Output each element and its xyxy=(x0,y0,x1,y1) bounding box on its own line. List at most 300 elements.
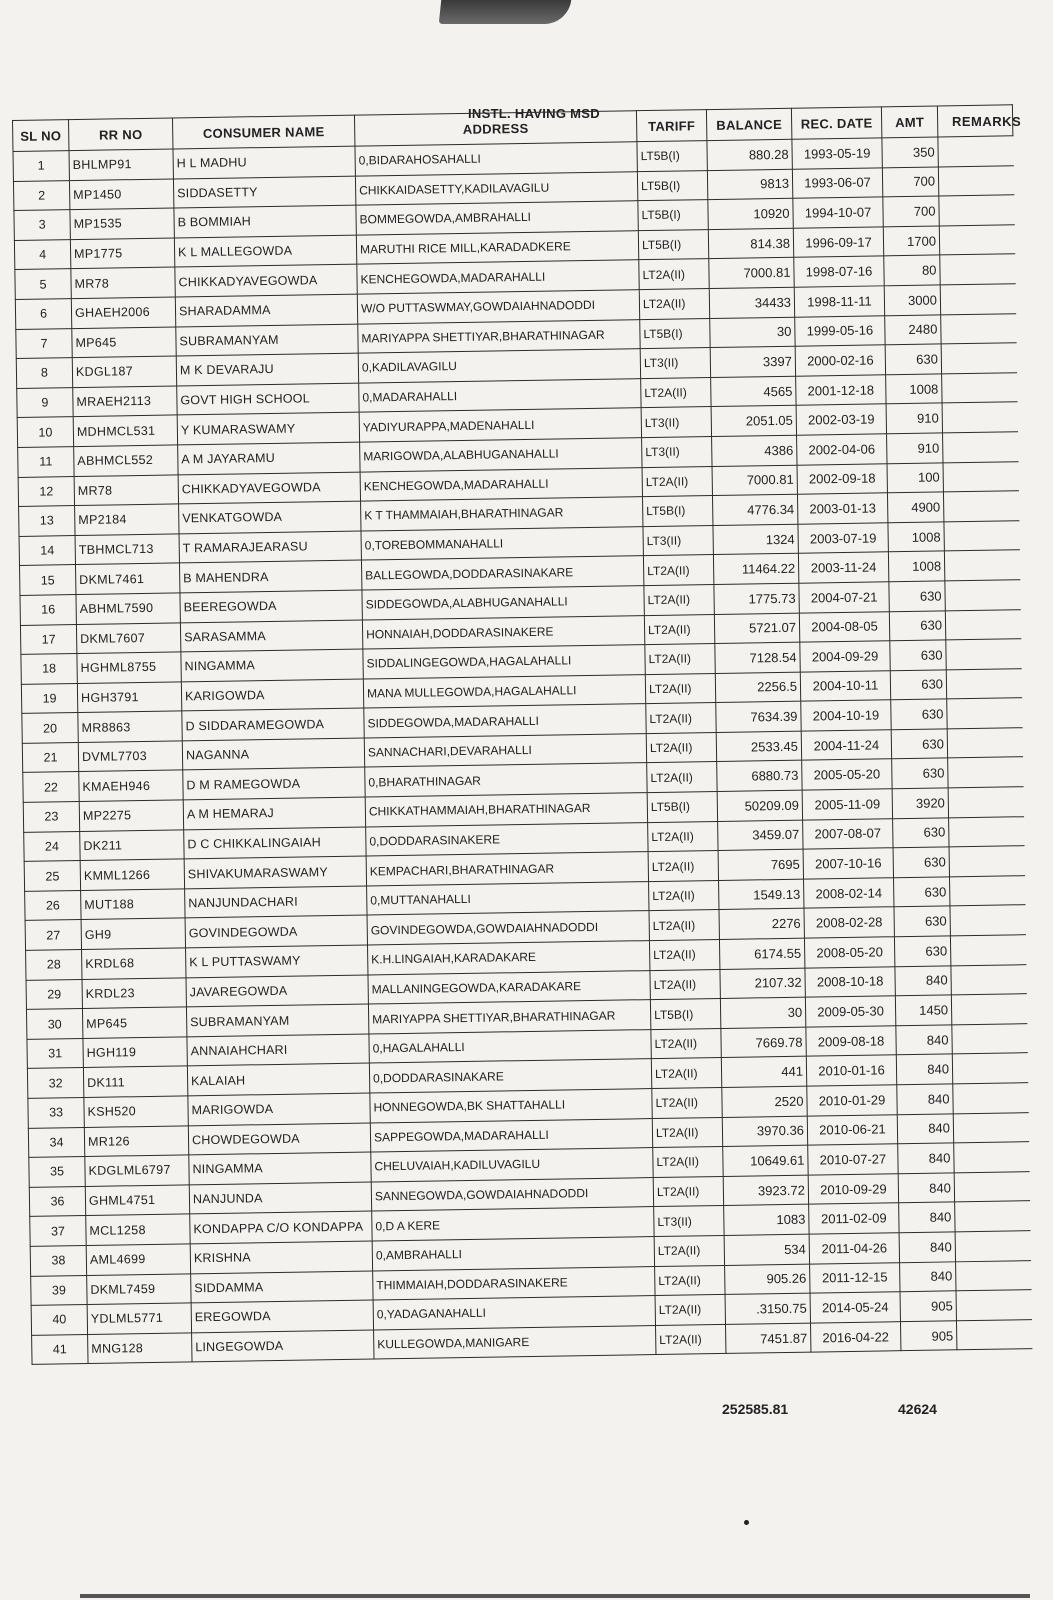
cell-rec-date: 2002-04-06 xyxy=(797,434,887,465)
cell-consumer-name: Y KUMARASWAMY xyxy=(177,412,359,444)
cell-balance: 7128.54 xyxy=(715,642,800,673)
cell-rec-date: 2004-11-24 xyxy=(801,730,891,761)
cell-address: CHIKKAIDASETTY,KADILAVAGILU xyxy=(355,171,637,205)
cell-balance: 1083 xyxy=(724,1204,809,1235)
header-consumer-name: CONSUMER NAME xyxy=(172,115,354,149)
cell-remarks xyxy=(953,1083,1028,1114)
cell-balance: 6174.55 xyxy=(719,938,804,969)
cell-rr-no: KMML1266 xyxy=(80,859,184,890)
cell-address: 0,KADILAVAGILU xyxy=(358,349,640,383)
cell-consumer-name: CHIKKADYAVEGOWDA xyxy=(178,472,360,504)
cell-balance: 905.26 xyxy=(725,1264,810,1295)
cell-sl-no: 10 xyxy=(17,417,73,447)
cell-rr-no: ABHMCL552 xyxy=(74,445,178,476)
cell-balance: 10649.61 xyxy=(723,1145,808,1176)
cell-amt: 3920 xyxy=(892,788,948,818)
cell-remarks xyxy=(951,964,1026,995)
cell-address: CHELUVAIAH,KADILUVAGILU xyxy=(371,1148,653,1182)
cell-remarks xyxy=(948,757,1023,788)
cell-consumer-name: H L MADHU xyxy=(173,146,355,178)
cell-rec-date: 2004-10-11 xyxy=(800,670,890,701)
cell-rr-no: MP645 xyxy=(72,327,176,358)
cell-sl-no: 11 xyxy=(18,447,74,477)
cell-tariff: LT2A(II) xyxy=(644,584,714,615)
cell-remarks xyxy=(950,935,1025,966)
cell-amt: 630 xyxy=(894,936,950,966)
cell-remarks xyxy=(955,1201,1030,1232)
cell-balance: 50209.09 xyxy=(717,790,802,821)
cell-address: 0,DODDARASINAKARE xyxy=(369,1059,651,1093)
cell-rec-date: 2011-12-15 xyxy=(810,1262,900,1293)
cell-consumer-name: T RAMARAJEARASU xyxy=(179,531,361,563)
cell-sl-no: 23 xyxy=(23,802,79,832)
cell-tariff: LT2A(II) xyxy=(653,1147,723,1178)
cell-rec-date: 2009-08-18 xyxy=(806,1026,896,1057)
cell-rec-date: 2007-08-07 xyxy=(803,818,893,849)
cell-remarks xyxy=(952,1053,1027,1084)
cell-tariff: LT3(II) xyxy=(642,436,712,467)
cell-amt: 3000 xyxy=(884,285,940,315)
cell-address: 0,D A KERE xyxy=(372,1207,654,1241)
cell-address: SIDDEGOWDA,ALABHUGANAHALLI xyxy=(362,586,644,620)
cell-tariff: LT2A(II) xyxy=(656,1324,726,1355)
cell-amt: 840 xyxy=(897,1113,953,1143)
cell-consumer-name: ANNAIAHCHARI xyxy=(187,1034,369,1066)
cell-balance: 10920 xyxy=(708,198,793,229)
cell-balance: 2256.5 xyxy=(715,672,800,703)
cell-remarks xyxy=(943,491,1018,522)
cell-consumer-name: NINGAMMA xyxy=(189,1152,371,1184)
cell-amt: 4900 xyxy=(887,492,943,522)
cell-tariff: LT2A(II) xyxy=(653,1176,723,1207)
cell-sl-no: 6 xyxy=(15,299,71,329)
cell-remarks xyxy=(950,905,1025,936)
cell-consumer-name: KALAIAH xyxy=(187,1063,369,1095)
cell-rec-date: 2008-05-20 xyxy=(804,937,894,968)
cell-rec-date: 1998-11-11 xyxy=(794,286,884,317)
cell-balance: 30 xyxy=(720,997,805,1028)
cell-rec-date: 1998-07-16 xyxy=(794,256,884,287)
cell-sl-no: 18 xyxy=(21,654,77,684)
cell-amt: 630 xyxy=(890,640,946,670)
cell-remarks xyxy=(954,1171,1029,1202)
cell-balance: 1324 xyxy=(713,524,798,555)
cell-address: 0,HAGALAHALLI xyxy=(369,1029,651,1063)
cell-remarks xyxy=(956,1260,1031,1291)
cell-amt: 840 xyxy=(895,965,951,995)
cell-balance: 880.28 xyxy=(707,139,792,170)
cell-rec-date: 2004-10-19 xyxy=(801,700,891,731)
page-bottom-edge xyxy=(80,1594,1030,1598)
cell-balance: 7669.78 xyxy=(721,1027,806,1058)
cell-rr-no: DKML7607 xyxy=(76,622,180,653)
cell-amt: 630 xyxy=(891,729,947,759)
cell-tariff: LT5B(I) xyxy=(638,200,708,231)
cell-amt: 630 xyxy=(890,670,946,700)
cell-amt: 840 xyxy=(896,1054,952,1084)
cell-amt: 80 xyxy=(884,255,940,285)
cell-consumer-name: VENKATGOWDA xyxy=(179,501,361,533)
cell-remarks xyxy=(947,698,1022,729)
cell-rr-no: GH9 xyxy=(81,918,185,949)
cell-amt: 840 xyxy=(899,1232,955,1262)
cell-balance: 3397 xyxy=(710,346,795,377)
cell-address: KENCHEGOWDA,MADARAHALLI xyxy=(357,260,639,294)
cell-sl-no: 39 xyxy=(31,1275,87,1305)
cell-sl-no: 17 xyxy=(20,624,76,654)
cell-rec-date: 2003-01-13 xyxy=(797,493,887,524)
cell-rec-date: 2001-12-18 xyxy=(796,375,886,406)
cell-consumer-name: SHIVAKUMARASWAMY xyxy=(184,856,366,888)
cell-amt: 630 xyxy=(885,344,941,374)
cell-balance: 11464.22 xyxy=(713,554,798,585)
cell-amt: 1700 xyxy=(883,226,939,256)
cell-rr-no: KDGL187 xyxy=(72,356,176,387)
cell-tariff: LT2A(II) xyxy=(650,969,720,1000)
cell-rr-no: MRAEH2113 xyxy=(73,386,177,417)
cell-balance: 4565 xyxy=(711,376,796,407)
document-sheet xyxy=(12,104,1053,1366)
cell-consumer-name: MARIGOWDA xyxy=(188,1093,370,1125)
header-sl-no: SL NO xyxy=(13,120,69,152)
cell-consumer-name: EREGOWDA xyxy=(191,1300,373,1332)
cell-remarks xyxy=(956,1290,1031,1321)
cell-amt: 840 xyxy=(900,1261,956,1291)
cell-rec-date: 1994-10-07 xyxy=(793,197,883,228)
cell-sl-no: 21 xyxy=(22,742,78,772)
cell-tariff: LT2A(II) xyxy=(642,466,712,497)
cell-sl-no: 15 xyxy=(20,565,76,595)
cell-address: 0,MADARAHALLI xyxy=(359,378,641,412)
cell-consumer-name: CHIKKADYAVEGOWDA xyxy=(175,264,357,296)
cell-rec-date: 2010-01-16 xyxy=(806,1055,896,1086)
cell-tariff: LT2A(II) xyxy=(654,1235,724,1266)
cell-balance: 2276 xyxy=(719,909,804,940)
cell-sl-no: 27 xyxy=(25,920,81,950)
cell-sl-no: 36 xyxy=(29,1186,85,1216)
cell-amt: 630 xyxy=(893,847,949,877)
cell-balance: 814.38 xyxy=(708,228,793,259)
cell-balance: 34433 xyxy=(709,287,794,318)
cell-amt: 630 xyxy=(892,758,948,788)
cell-rec-date: 2010-09-29 xyxy=(808,1173,898,1204)
cell-tariff: LT2A(II) xyxy=(645,673,715,704)
cell-tariff: LT5B(I) xyxy=(642,496,712,527)
installations-table xyxy=(12,104,1032,1365)
cell-address: BALLEGOWDA,DODDARASINAKARE xyxy=(361,556,643,590)
cell-amt: 100 xyxy=(887,462,943,492)
cell-consumer-name: NINGAMMA xyxy=(181,649,363,681)
cell-tariff: LT5B(I) xyxy=(638,229,708,260)
cell-rr-no: DKML7459 xyxy=(87,1273,191,1304)
cell-consumer-name: LINGEGOWDA xyxy=(192,1330,374,1362)
cell-rr-no: GHML4751 xyxy=(85,1185,189,1216)
cell-rr-no: MUT188 xyxy=(81,889,185,920)
cell-sl-no: 31 xyxy=(27,1038,83,1068)
cell-tariff: LT5B(I) xyxy=(640,318,710,349)
cell-tariff: LT2A(II) xyxy=(646,732,716,763)
cell-tariff: LT2A(II) xyxy=(655,1265,725,1296)
cell-rr-no: KSH520 xyxy=(84,1096,188,1127)
cell-address: KEMPACHARI,BHARATHINAGAR xyxy=(366,852,648,886)
cell-remarks xyxy=(949,816,1024,847)
cell-balance: 7000.81 xyxy=(712,465,797,496)
cell-tariff: LT2A(II) xyxy=(643,555,713,586)
cell-address: MALLANINGEGOWDA,KARADAKARE xyxy=(368,970,650,1004)
cell-remarks xyxy=(946,668,1021,699)
cell-sl-no: 20 xyxy=(22,713,78,743)
cell-tariff: LT5B(I) xyxy=(650,999,720,1030)
cell-tariff: LT2A(II) xyxy=(651,1028,721,1059)
remarks-column-header: REMARKS xyxy=(952,114,1022,129)
cell-amt: 630 xyxy=(894,877,950,907)
cell-rec-date: 2010-06-21 xyxy=(807,1114,897,1145)
cell-rr-no: MP645 xyxy=(82,1007,186,1038)
cell-rr-no: MP1775 xyxy=(70,238,174,269)
cell-consumer-name: KARIGOWDA xyxy=(181,679,363,711)
cell-rr-no: KRDL23 xyxy=(82,977,186,1008)
cell-amt: 350 xyxy=(882,137,938,167)
cell-rr-no: MP1535 xyxy=(70,208,174,239)
cell-remarks xyxy=(950,876,1025,907)
cell-balance: 3923.72 xyxy=(723,1175,808,1206)
table-body xyxy=(13,136,1032,1365)
cell-sl-no: 25 xyxy=(24,861,80,891)
cell-address: 0,TOREBOMMANAHALLI xyxy=(361,526,643,560)
cell-remarks xyxy=(947,728,1022,759)
cell-address: YADIYURAPPA,MADENAHALLI xyxy=(359,408,641,442)
cell-address: MANA MULLEGOWDA,HAGALAHALLI xyxy=(363,674,645,708)
cell-rr-no: MP2184 xyxy=(75,504,179,535)
cell-rr-no: MDHMCL531 xyxy=(73,415,177,446)
cell-consumer-name: SUBRAMANYAM xyxy=(186,1004,368,1036)
cell-address: 0,DODDARASINAKERE xyxy=(366,822,648,856)
cell-balance: 2533.45 xyxy=(716,731,801,762)
cell-rec-date: 2005-05-20 xyxy=(802,759,892,790)
cell-sl-no: 1 xyxy=(13,151,69,181)
cell-rec-date: 2004-08-05 xyxy=(799,611,889,642)
cell-address: KULLEGOWDA,MANIGARE xyxy=(374,1325,656,1359)
cell-address: CHIKKATHAMMAIAH,BHARATHINAGAR xyxy=(365,793,647,827)
cell-rr-no: ABHML7590 xyxy=(76,593,180,624)
cell-tariff: LT5B(I) xyxy=(647,792,717,823)
cell-amt: 840 xyxy=(896,1025,952,1055)
cell-address: 0,YADAGANAHALLI xyxy=(373,1296,655,1330)
cell-rr-no: MR8863 xyxy=(78,711,182,742)
cell-balance: 7000.81 xyxy=(709,258,794,289)
cell-rr-no: MNG128 xyxy=(88,1333,192,1364)
cell-amt: 840 xyxy=(897,1084,953,1114)
cell-tariff: LT2A(II) xyxy=(646,703,716,734)
cell-remarks xyxy=(953,1112,1028,1143)
cell-remarks xyxy=(948,787,1023,818)
cell-consumer-name: NAGANNA xyxy=(182,738,364,770)
header-remarks xyxy=(937,105,1012,137)
cell-remarks xyxy=(949,846,1024,877)
cell-tariff: LT2A(II) xyxy=(652,1117,722,1148)
table-title: INSTL. HAVING MSD xyxy=(468,106,600,121)
cell-tariff: LT2A(II) xyxy=(651,1058,721,1089)
cell-sl-no: 16 xyxy=(20,594,76,624)
cell-rec-date: 2004-07-21 xyxy=(799,582,889,613)
cell-tariff: LT2A(II) xyxy=(655,1295,725,1326)
cell-consumer-name: SIDDASETTY xyxy=(173,176,355,208)
cell-remarks xyxy=(943,432,1018,463)
cell-balance: 7634.39 xyxy=(716,701,801,732)
cell-consumer-name: D SIDDARAMEGOWDA xyxy=(182,708,364,740)
cell-remarks xyxy=(952,1023,1027,1054)
cell-sl-no: 7 xyxy=(16,328,72,358)
cell-balance: 1775.73 xyxy=(714,583,799,614)
cell-sl-no: 13 xyxy=(19,506,75,536)
cell-sl-no: 8 xyxy=(16,358,72,388)
cell-amt: 630 xyxy=(889,610,945,640)
cell-remarks xyxy=(944,520,1019,551)
cell-consumer-name: B BOMMIAH xyxy=(174,205,356,237)
cell-rec-date: 2004-09-29 xyxy=(800,641,890,672)
cell-consumer-name: D C CHIKKALINGAIAH xyxy=(184,827,366,859)
cell-consumer-name: GOVINDEGOWDA xyxy=(185,915,367,947)
cell-rr-no: MR78 xyxy=(74,474,178,505)
cell-consumer-name: SARASAMMA xyxy=(180,620,362,652)
cell-address: MARUTHI RICE MILL,KARADADKERE xyxy=(356,230,638,264)
cell-address: 0,AMBRAHALLI xyxy=(372,1237,654,1271)
cell-amt: 905 xyxy=(900,1291,956,1321)
cell-consumer-name: A M HEMARAJ xyxy=(183,797,365,829)
cell-consumer-name: JAVAREGOWDA xyxy=(186,975,368,1007)
cell-amt: 2480 xyxy=(885,314,941,344)
cell-rec-date: 2016-04-22 xyxy=(810,1321,900,1352)
cell-tariff: LT2A(II) xyxy=(649,910,719,941)
cell-consumer-name: SHARADAMMA xyxy=(175,294,357,326)
cell-balance: 5721.07 xyxy=(714,613,799,644)
cell-consumer-name: SUBRAMANYAM xyxy=(176,324,358,356)
cell-amt: 1450 xyxy=(895,995,951,1025)
cell-consumer-name: KRISHNA xyxy=(190,1241,372,1273)
cell-consumer-name: NANJUNDA xyxy=(189,1182,371,1214)
cell-address: KENCHEGOWDA,MADARAHALLI xyxy=(360,467,642,501)
cell-amt: 840 xyxy=(899,1202,955,1232)
cell-amt: 700 xyxy=(883,196,939,226)
cell-tariff: LT2A(II) xyxy=(645,644,715,675)
cell-rec-date: 2008-02-14 xyxy=(804,878,894,909)
cell-remarks xyxy=(942,373,1017,404)
cell-tariff: LT2A(II) xyxy=(639,259,709,290)
cell-tariff: LT2A(II) xyxy=(641,377,711,408)
cell-consumer-name: A M JAYARAMU xyxy=(178,442,360,474)
cell-amt: 630 xyxy=(889,581,945,611)
cell-address: SIDDALINGEGOWDA,HAGALAHALLI xyxy=(363,645,645,679)
cell-remarks xyxy=(939,195,1014,226)
cell-sl-no: 5 xyxy=(15,269,71,299)
cell-rr-no: MR126 xyxy=(84,1125,188,1156)
cell-sl-no: 33 xyxy=(28,1097,84,1127)
cell-sl-no: 35 xyxy=(29,1157,85,1187)
cell-address: MARIYAPPA SHETTIYAR,BHARATHINAGAR xyxy=(368,1000,650,1034)
cell-tariff: LT2A(II) xyxy=(648,821,718,852)
cell-amt: 630 xyxy=(894,906,950,936)
cell-balance: 7451.87 xyxy=(726,1323,811,1354)
cell-address: HONNAIAH,DODDARASINAKERE xyxy=(362,615,644,649)
cell-remarks xyxy=(939,225,1014,256)
cell-balance: 2107.32 xyxy=(720,968,805,999)
cell-sl-no: 9 xyxy=(17,387,73,417)
cell-rec-date: 2002-09-18 xyxy=(797,463,887,494)
cell-sl-no: 40 xyxy=(31,1305,87,1335)
cell-balance: 534 xyxy=(724,1234,809,1265)
cell-rec-date: 2009-05-30 xyxy=(805,996,895,1027)
cell-consumer-name: KONDAPPA C/O KONDAPPA xyxy=(190,1211,372,1243)
cell-sl-no: 3 xyxy=(14,210,70,240)
cell-address: W/O PUTTASWMAY,GOWDAIAHNADODDI xyxy=(357,290,639,324)
cell-consumer-name: NANJUNDACHARI xyxy=(185,886,367,918)
cell-amt: 840 xyxy=(898,1143,954,1173)
cell-consumer-name: GOVT HIGH SCHOOL xyxy=(177,383,359,415)
cell-rec-date: 2011-04-26 xyxy=(809,1233,899,1264)
cell-sl-no: 34 xyxy=(28,1127,84,1157)
cell-amt: 1008 xyxy=(886,374,942,404)
cell-sl-no: 29 xyxy=(26,979,82,1009)
cell-balance: 30 xyxy=(710,317,795,348)
cell-consumer-name: SIDDAMMA xyxy=(191,1271,373,1303)
cell-balance: 2520 xyxy=(722,1086,807,1117)
cell-rr-no: MCL1258 xyxy=(86,1214,190,1245)
cell-rr-no: KRDL68 xyxy=(82,948,186,979)
cell-rec-date: 2000-02-16 xyxy=(795,345,885,376)
cell-rec-date: 1993-06-07 xyxy=(792,167,882,198)
cell-rec-date: 2003-07-19 xyxy=(798,523,888,554)
cell-consumer-name: D M RAMEGOWDA xyxy=(183,768,365,800)
cell-amt: 905 xyxy=(900,1321,956,1351)
cell-consumer-name: BEEREGOWDA xyxy=(180,590,362,622)
cell-sl-no: 12 xyxy=(18,476,74,506)
cell-tariff: LT2A(II) xyxy=(639,289,709,320)
cell-rec-date: 1993-05-19 xyxy=(792,138,882,169)
cell-amt: 1008 xyxy=(888,522,944,552)
cell-address: THIMMAIAH,DODDARASINAKERE xyxy=(373,1266,655,1300)
cell-balance: 7695 xyxy=(718,849,803,880)
cell-rec-date: 2010-07-27 xyxy=(808,1144,898,1175)
cell-sl-no: 26 xyxy=(25,890,81,920)
cell-rec-date: 1999-05-16 xyxy=(795,315,885,346)
cell-rec-date: 2014-05-24 xyxy=(810,1292,900,1323)
cell-rr-no: BHLMP91 xyxy=(69,149,173,180)
cell-remarks xyxy=(938,136,1013,167)
cell-sl-no: 22 xyxy=(23,772,79,802)
cell-address: 0,BHARATHINAGAR xyxy=(365,763,647,797)
cell-balance: 4776.34 xyxy=(712,494,797,525)
cell-sl-no: 32 xyxy=(27,1068,83,1098)
cell-rr-no: KDGLML6797 xyxy=(85,1155,189,1186)
cell-rr-no: HGH119 xyxy=(83,1037,187,1068)
cell-tariff: LT2A(II) xyxy=(647,762,717,793)
cell-address: SIDDEGOWDA,MADARAHALLI xyxy=(364,704,646,738)
cell-sl-no: 24 xyxy=(24,831,80,861)
cell-remarks xyxy=(945,580,1020,611)
total-balance: 252585.81 xyxy=(722,1401,789,1417)
header-address: ADDRESS xyxy=(354,111,636,146)
cell-remarks xyxy=(944,550,1019,581)
cell-address: K.H.LINGAIAH,KARADAKARE xyxy=(368,941,650,975)
cell-remarks xyxy=(940,284,1015,315)
cell-address: MARIGOWDA,ALABHUGANAHALLI xyxy=(360,438,642,472)
cell-amt: 840 xyxy=(898,1173,954,1203)
cell-amt: 910 xyxy=(886,403,942,433)
cell-remarks xyxy=(956,1319,1031,1350)
cell-tariff: LT2A(II) xyxy=(648,851,718,882)
cell-rr-no: TBHMCL713 xyxy=(75,534,179,565)
cell-sl-no: 14 xyxy=(19,535,75,565)
